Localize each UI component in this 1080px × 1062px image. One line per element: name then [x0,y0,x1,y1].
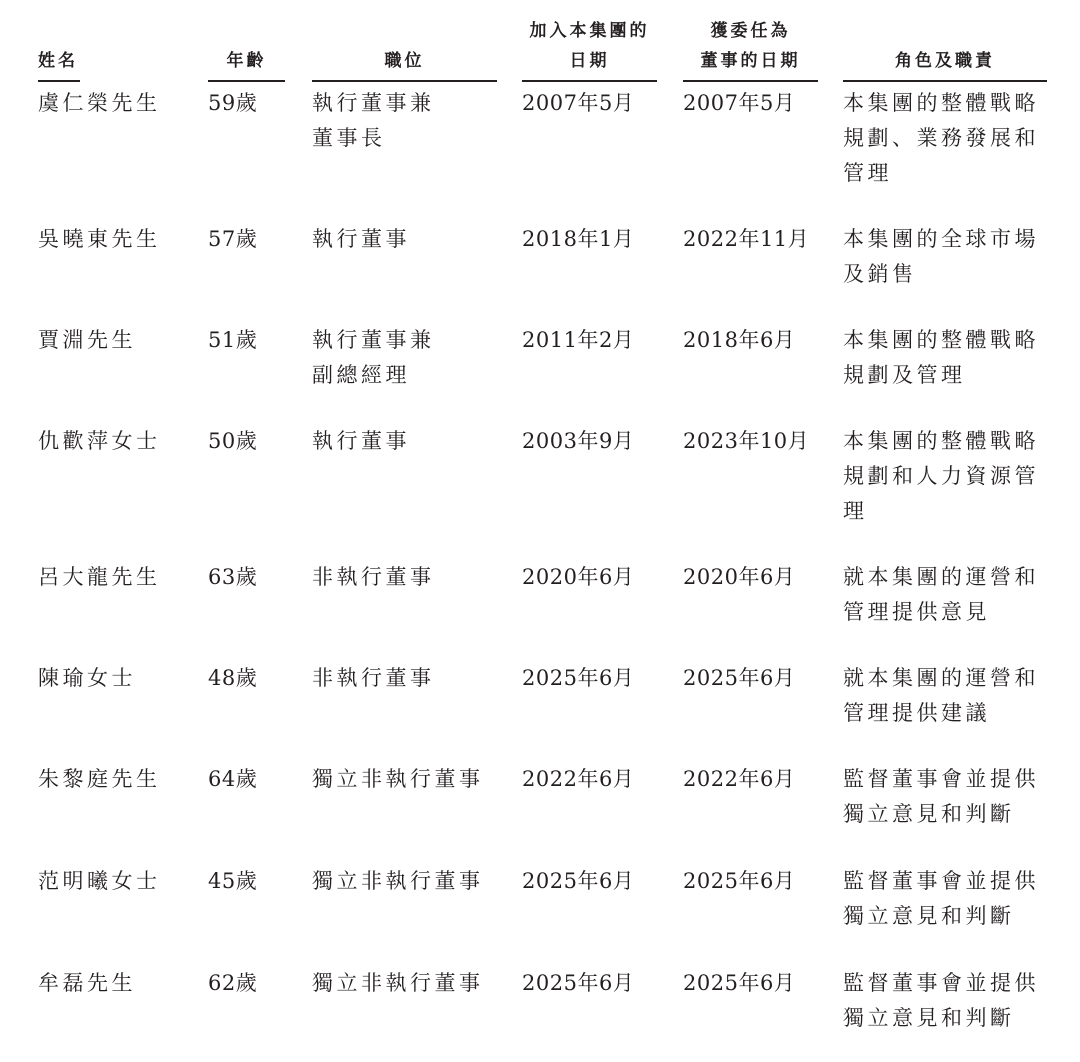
director-age: 59歲 [208,91,258,115]
header-joined-date [522,22,657,82]
roles-responsibilities: 監督董事會並提供 獨立意見和判斷 [843,767,1039,826]
header-age-label: 年齡 [226,51,267,71]
director-name: 呂大龍先生 [38,565,161,589]
roles-responsibilities: 就本集團的運營和 管理提供意見 [843,565,1039,624]
appointed-date: 2023年10月 [683,429,810,453]
director-position: 非執行董事 [312,666,435,690]
appointed-date: 2018年6月 [683,328,796,352]
header-roles-label: 角色及職責 [895,51,995,71]
joined-date: 2025年6月 [522,666,635,690]
director-age: 51歲 [208,328,258,352]
director-position: 非執行董事 [312,565,435,589]
appointed-date: 2025年6月 [683,971,796,995]
header-joined-date-rule [522,80,657,82]
joined-date: 2020年6月 [522,565,635,589]
director-position: 獨立非執行董事 [312,971,484,995]
appointed-date: 2025年6月 [683,666,796,690]
header-age-rule [208,80,285,82]
director-age: 62歲 [208,971,258,995]
director-name: 仇歡萍女士 [38,429,161,453]
joined-date: 2025年6月 [522,971,635,995]
director-position: 執行董事 [312,227,410,251]
director-age: 48歲 [208,666,258,690]
header-age [208,22,285,82]
director-position: 執行董事兼 副總經理 [312,328,435,387]
roles-responsibilities: 本集團的整體戰略 規劃、業務發展和 管理 [843,91,1039,185]
roles-responsibilities: 監督董事會並提供 獨立意見和判斷 [843,869,1039,928]
director-age: 45歲 [208,869,258,893]
appointed-date: 2025年6月 [683,869,796,893]
roles-responsibilities: 本集團的全球市場 及銷售 [843,227,1039,286]
joined-date: 2018年1月 [522,227,635,251]
appointed-date: 2022年11月 [683,227,810,251]
header-roles-rule [843,80,1047,82]
header-appointed-date-rule [683,80,818,82]
roles-responsibilities: 監督董事會並提供 獨立意見和判斷 [843,971,1039,1030]
director-age: 57歲 [208,227,258,251]
appointed-date: 2007年5月 [683,91,796,115]
roles-responsibilities: 本集團的整體戰略 規劃及管理 [843,328,1039,387]
roles-responsibilities: 就本集團的運營和 管理提供建議 [843,666,1039,725]
director-position: 獨立非執行董事 [312,767,484,791]
header-position-rule [312,80,497,82]
header-roles [843,22,1047,82]
director-position: 執行董事 [312,429,410,453]
joined-date: 2003年9月 [522,429,635,453]
director-position: 獨立非執行董事 [312,869,484,893]
header-name-rule [38,80,80,82]
header-appointed-date [683,22,818,82]
director-name: 陳瑜女士 [38,666,136,690]
joined-date: 2007年5月 [522,91,635,115]
director-age: 50歲 [208,429,258,453]
director-name: 賈淵先生 [38,328,136,352]
joined-date: 2022年6月 [522,767,635,791]
appointed-date: 2020年6月 [683,565,796,589]
joined-date: 2011年2月 [522,328,635,352]
director-name: 范明曦女士 [38,869,161,893]
director-age: 64歲 [208,767,258,791]
director-name: 朱黎庭先生 [38,767,161,791]
header-joined-date-label: 加入本集團的 日期 [529,21,650,71]
header-position [312,22,497,82]
director-position: 執行董事兼 董事長 [312,91,435,150]
header-position-label: 職位 [384,51,425,71]
roles-responsibilities: 本集團的整體戰略 規劃和人力資源管 理 [843,429,1039,523]
director-name: 吳曉東先生 [38,227,161,251]
header-appointed-date-label: 獲委任為 董事的日期 [700,21,801,71]
joined-date: 2025年6月 [522,869,635,893]
header-name-label: 姓名 [38,51,78,71]
header-name [38,22,80,82]
director-name: 虞仁榮先生 [38,91,161,115]
director-name: 牟磊先生 [38,971,136,995]
director-age: 63歲 [208,565,258,589]
appointed-date: 2022年6月 [683,767,796,791]
